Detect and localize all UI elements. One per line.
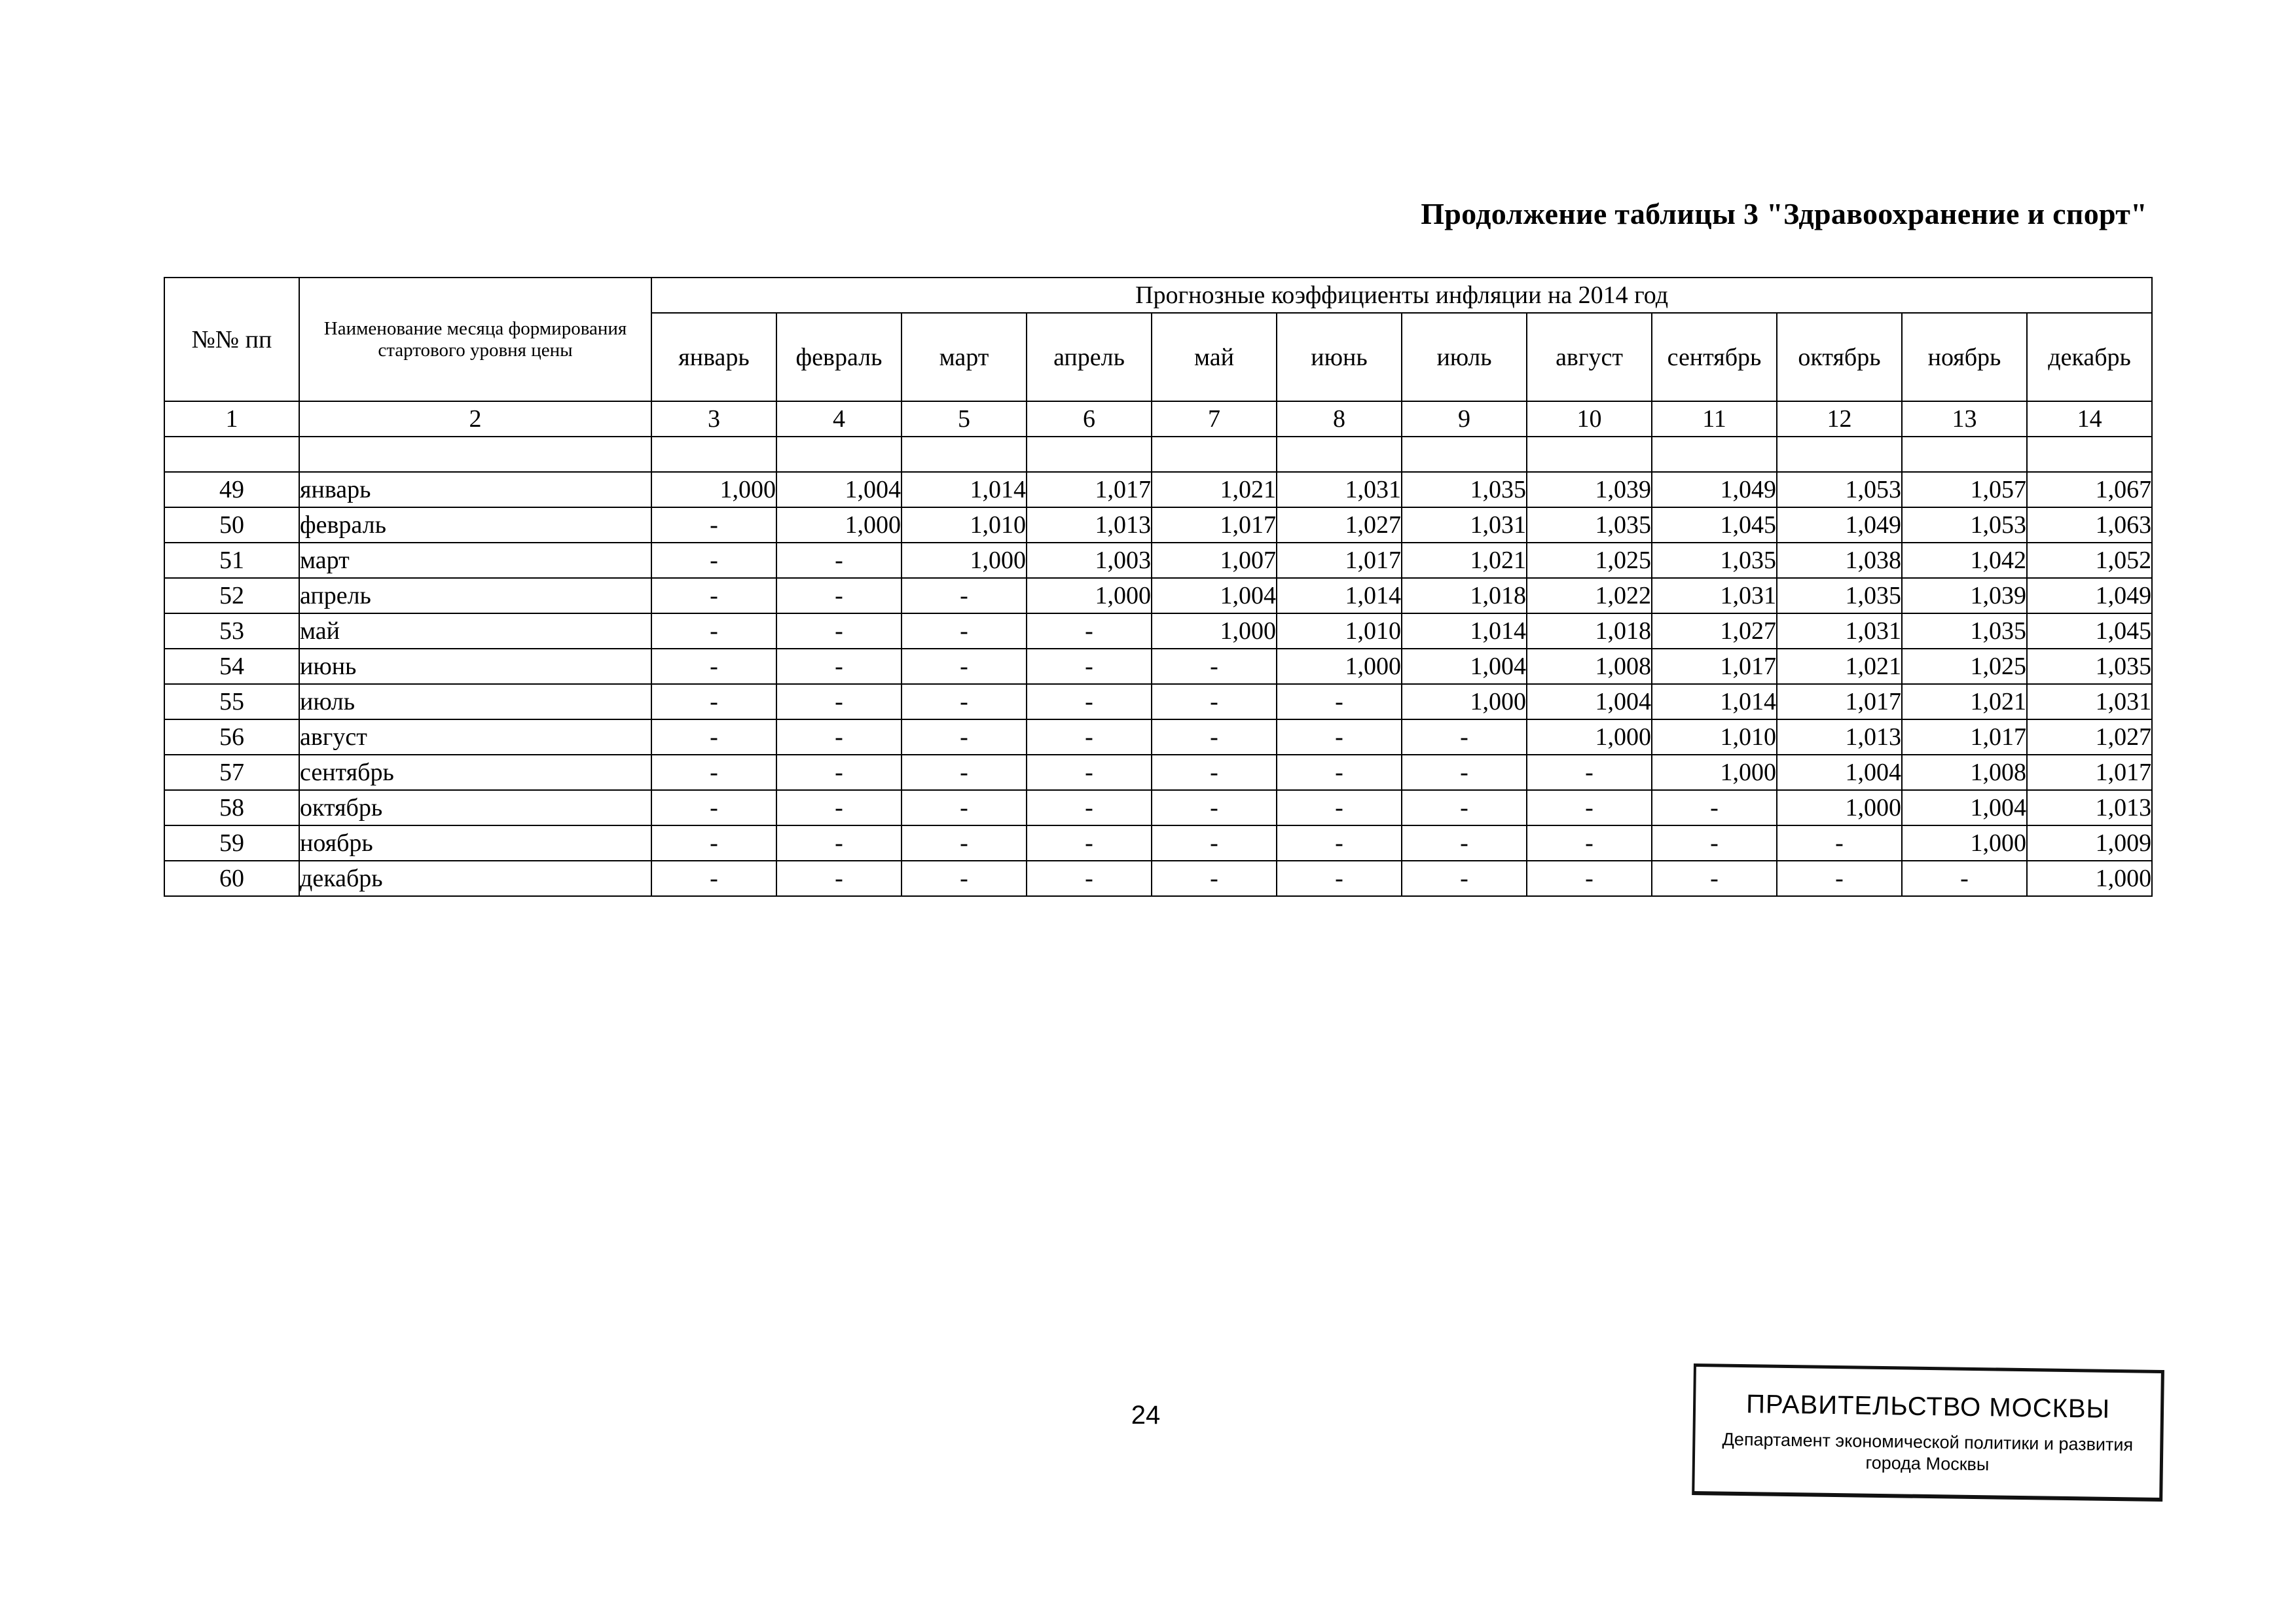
- coefficient-cell: 1,017: [1777, 684, 1902, 719]
- coefficient-cell: -: [1152, 649, 1277, 684]
- row-number: 56: [164, 719, 299, 755]
- row-number: 55: [164, 684, 299, 719]
- coefficient-cell: -: [1402, 790, 1527, 825]
- coefficient-cell: 1,000: [902, 543, 1027, 578]
- coefficient-cell: -: [1027, 649, 1152, 684]
- header-month-11: ноябрь: [1902, 313, 2027, 401]
- coefficient-cell: 1,049: [2027, 578, 2152, 613]
- coefficient-cell: 1,014: [1277, 578, 1402, 613]
- coefficient-cell: -: [1027, 825, 1152, 861]
- coefficient-cell: -: [1277, 790, 1402, 825]
- coefficient-cell: -: [651, 543, 776, 578]
- year-empty-cell: [1152, 437, 1277, 472]
- government-stamp: [1692, 1363, 2164, 1502]
- coefficient-cell: -: [902, 861, 1027, 896]
- coefficient-cell: -: [651, 790, 776, 825]
- column-number-3: 3: [651, 401, 776, 437]
- coefficient-cell: -: [651, 578, 776, 613]
- coefficient-cell: -: [1652, 790, 1777, 825]
- coefficient-cell: 1,017: [1652, 649, 1777, 684]
- coefficient-cell: -: [1277, 684, 1402, 719]
- coefficient-cell: 1,031: [2027, 684, 2152, 719]
- year-empty-cell: [776, 437, 902, 472]
- header-month-9: сентябрь: [1652, 313, 1777, 401]
- header-month-4: апрель: [1027, 313, 1152, 401]
- coefficient-cell: -: [902, 578, 1027, 613]
- coefficient-cell: -: [1027, 755, 1152, 790]
- coefficient-cell: -: [776, 861, 902, 896]
- row-month: декабрь: [299, 861, 651, 896]
- coefficient-cell: -: [776, 719, 902, 755]
- coefficient-cell: -: [776, 790, 902, 825]
- coefficient-cell: -: [1152, 755, 1277, 790]
- table-row: [164, 543, 2152, 578]
- coefficient-cell: -: [651, 649, 776, 684]
- coefficient-cell: -: [1527, 861, 1652, 896]
- year-empty-cell: [1777, 437, 1902, 472]
- row-month: май: [299, 613, 651, 649]
- inflation-coefficients-table: [164, 277, 2153, 897]
- coefficient-cell: -: [1777, 861, 1902, 896]
- header-month-5: май: [1152, 313, 1277, 401]
- year-empty-cell: [1527, 437, 1652, 472]
- coefficient-cell: 1,025: [1527, 543, 1652, 578]
- coefficient-cell: -: [776, 649, 902, 684]
- coefficient-cell: -: [1152, 719, 1277, 755]
- coefficient-cell: -: [902, 613, 1027, 649]
- coefficient-cell: -: [776, 613, 902, 649]
- header-forecast-coefficients: Прогнозные коэффициенты инфляции на 2014 год: [651, 278, 2152, 313]
- header-month-2: февраль: [776, 313, 902, 401]
- coefficient-cell: 1,004: [1152, 578, 1277, 613]
- coefficient-cell: 1,008: [1902, 755, 2027, 790]
- column-number-5: 5: [902, 401, 1027, 437]
- row-number: 52: [164, 578, 299, 613]
- coefficient-cell: 1,010: [1277, 613, 1402, 649]
- table-row: [164, 472, 2152, 507]
- table-row: [164, 825, 2152, 861]
- coefficient-cell: -: [1027, 861, 1152, 896]
- coefficient-cell: 1,014: [902, 472, 1027, 507]
- coefficient-cell: 1,031: [1652, 578, 1777, 613]
- coefficient-cell: 1,014: [1402, 613, 1527, 649]
- row-month: март: [299, 543, 651, 578]
- coefficient-cell: -: [1402, 861, 1527, 896]
- table-row: [164, 719, 2152, 755]
- coefficient-cell: 1,035: [1902, 613, 2027, 649]
- coefficient-cell: 1,000: [1152, 613, 1277, 649]
- coefficient-cell: 1,049: [1777, 507, 1902, 543]
- coefficient-cell: -: [776, 578, 902, 613]
- coefficient-cell: 1,027: [1277, 507, 1402, 543]
- column-number-6: 6: [1027, 401, 1152, 437]
- coefficient-cell: -: [1402, 825, 1527, 861]
- coefficient-cell: -: [1277, 755, 1402, 790]
- coefficient-cell: -: [1777, 825, 1902, 861]
- table-row: [164, 790, 2152, 825]
- coefficient-cell: -: [1277, 825, 1402, 861]
- coefficient-cell: 1,027: [1652, 613, 1777, 649]
- coefficient-cell: 1,000: [2027, 861, 2152, 896]
- coefficient-cell: 1,039: [1902, 578, 2027, 613]
- coefficient-cell: 1,000: [1527, 719, 1652, 755]
- column-number-4: 4: [776, 401, 902, 437]
- column-number-12: 12: [1777, 401, 1902, 437]
- coefficient-cell: -: [902, 790, 1027, 825]
- coefficient-cell: 1,039: [1527, 472, 1652, 507]
- row-month: ноябрь: [299, 825, 651, 861]
- year-empty-cell: [902, 437, 1027, 472]
- year-empty-cell: [2027, 437, 2152, 472]
- column-number-2: 2: [299, 401, 651, 437]
- coefficient-cell: 1,052: [2027, 543, 2152, 578]
- column-number-8: 8: [1277, 401, 1402, 437]
- coefficient-cell: 1,018: [1402, 578, 1527, 613]
- coefficient-cell: -: [776, 543, 902, 578]
- coefficient-cell: 1,004: [1902, 790, 2027, 825]
- coefficient-cell: 1,013: [1777, 719, 1902, 755]
- row-number: 59: [164, 825, 299, 861]
- header-month-10: октябрь: [1777, 313, 1902, 401]
- year-empty-cell: [164, 437, 299, 472]
- header-month-12: декабрь: [2027, 313, 2152, 401]
- year-empty-cell: [1652, 437, 1777, 472]
- coefficient-cell: 1,007: [1152, 543, 1277, 578]
- document-title: Продолжение таблицы 3 "Здравоохранение и спорт": [1421, 197, 2147, 230]
- coefficient-cell: -: [902, 719, 1027, 755]
- coefficient-cell: 1,004: [1777, 755, 1902, 790]
- coefficient-cell: 1,053: [1777, 472, 1902, 507]
- coefficient-cell: -: [1527, 825, 1652, 861]
- coefficient-cell: -: [902, 649, 1027, 684]
- coefficient-cell: -: [1527, 755, 1652, 790]
- header-number: №№ пп: [164, 278, 299, 401]
- coefficient-cell: 1,035: [1652, 543, 1777, 578]
- coefficient-cell: 1,021: [1777, 649, 1902, 684]
- coefficient-cell: 1,010: [1652, 719, 1777, 755]
- coefficient-cell: -: [1902, 861, 2027, 896]
- year-row: [164, 437, 2152, 472]
- coefficient-cell: -: [1402, 719, 1527, 755]
- coefficient-cell: 1,053: [1902, 507, 2027, 543]
- year-empty-cell: [1902, 437, 2027, 472]
- row-number: 51: [164, 543, 299, 578]
- coefficient-cell: 1,017: [1027, 472, 1152, 507]
- coefficient-cell: -: [1152, 861, 1277, 896]
- year-empty-cell: [1277, 437, 1402, 472]
- coefficient-cell: 1,049: [1652, 472, 1777, 507]
- row-month: сентябрь: [299, 755, 651, 790]
- coefficient-cell: 1,017: [1152, 507, 1277, 543]
- coefficient-cell: 1,003: [1027, 543, 1152, 578]
- header-month-name: Наименование месяца формирования стартового уровня цены: [299, 278, 651, 401]
- column-number-14: 14: [2027, 401, 2152, 437]
- coefficient-cell: 1,000: [1277, 649, 1402, 684]
- stamp-line3: города Москвы: [1865, 1453, 1990, 1475]
- coefficient-cell: -: [902, 684, 1027, 719]
- row-number: 58: [164, 790, 299, 825]
- coefficient-cell: -: [776, 825, 902, 861]
- coefficient-cell: 1,000: [1902, 825, 2027, 861]
- table-row: [164, 578, 2152, 613]
- coefficient-cell: -: [1027, 684, 1152, 719]
- row-month: июнь: [299, 649, 651, 684]
- stamp-line2: Департамент экономической политики и развития: [1722, 1429, 2134, 1455]
- coefficient-cell: -: [776, 755, 902, 790]
- row-month: октябрь: [299, 790, 651, 825]
- row-number: 49: [164, 472, 299, 507]
- column-number-13: 13: [1902, 401, 2027, 437]
- coefficient-cell: 1,035: [1777, 578, 1902, 613]
- coefficient-cell: -: [651, 719, 776, 755]
- coefficient-cell: -: [651, 825, 776, 861]
- year-label: [299, 437, 651, 472]
- coefficient-cell: 1,014: [1652, 684, 1777, 719]
- table-row: [164, 755, 2152, 790]
- coefficient-cell: -: [1152, 684, 1277, 719]
- row-number: 57: [164, 755, 299, 790]
- coefficient-cell: 1,017: [1902, 719, 2027, 755]
- coefficient-cell: 1,018: [1527, 613, 1652, 649]
- coefficient-cell: -: [1027, 613, 1152, 649]
- coefficient-cell: -: [1152, 825, 1277, 861]
- coefficient-cell: 1,035: [2027, 649, 2152, 684]
- column-number-9: 9: [1402, 401, 1527, 437]
- header-month-3: март: [902, 313, 1027, 401]
- year-empty-cell: [1402, 437, 1527, 472]
- table-row: [164, 507, 2152, 543]
- row-number: 60: [164, 861, 299, 896]
- stamp-line1: ПРАВИТЕЛЬСТВО МОСКВЫ: [1745, 1390, 2111, 1424]
- coefficient-cell: 1,057: [1902, 472, 2027, 507]
- year-empty-cell: [651, 437, 776, 472]
- row-month: июль: [299, 684, 651, 719]
- header-month-8: август: [1527, 313, 1652, 401]
- coefficient-cell: 1,000: [1402, 684, 1527, 719]
- coefficient-cell: -: [1027, 790, 1152, 825]
- coefficient-cell: 1,010: [902, 507, 1027, 543]
- coefficient-cell: -: [1152, 790, 1277, 825]
- row-month: январь: [299, 472, 651, 507]
- coefficient-cell: -: [1527, 790, 1652, 825]
- coefficient-cell: 1,017: [2027, 755, 2152, 790]
- table-row: [164, 684, 2152, 719]
- row-number: 50: [164, 507, 299, 543]
- page-number: 24: [1131, 1401, 1161, 1430]
- row-month: август: [299, 719, 651, 755]
- table-row: [164, 649, 2152, 684]
- row-month: февраль: [299, 507, 651, 543]
- header-month-7: июль: [1402, 313, 1527, 401]
- coefficient-cell: 1,017: [1277, 543, 1402, 578]
- coefficient-cell: 1,004: [776, 472, 902, 507]
- coefficient-cell: 1,004: [1402, 649, 1527, 684]
- coefficient-cell: 1,000: [776, 507, 902, 543]
- coefficient-cell: 1,008: [1527, 649, 1652, 684]
- coefficient-cell: 1,063: [2027, 507, 2152, 543]
- coefficient-cell: 1,021: [1152, 472, 1277, 507]
- coefficient-cell: -: [902, 825, 1027, 861]
- column-number-1: 1: [164, 401, 299, 437]
- coefficient-cell: 1,021: [1402, 543, 1527, 578]
- coefficient-cell: 1,038: [1777, 543, 1902, 578]
- coefficient-cell: 1,000: [1777, 790, 1902, 825]
- coefficient-cell: -: [1652, 861, 1777, 896]
- coefficient-cell: 1,000: [1027, 578, 1152, 613]
- coefficient-cell: -: [651, 613, 776, 649]
- coefficient-cell: 1,045: [2027, 613, 2152, 649]
- coefficient-cell: -: [1277, 719, 1402, 755]
- coefficient-cell: 1,031: [1402, 507, 1527, 543]
- header-month-6: июнь: [1277, 313, 1402, 401]
- coefficient-cell: 1,067: [2027, 472, 2152, 507]
- coefficient-cell: 1,022: [1527, 578, 1652, 613]
- coefficient-cell: 1,045: [1652, 507, 1777, 543]
- coefficient-cell: -: [1277, 861, 1402, 896]
- row-number: 53: [164, 613, 299, 649]
- coefficient-cell: -: [1027, 719, 1152, 755]
- coefficient-cell: -: [1652, 825, 1777, 861]
- coefficient-cell: 1,027: [2027, 719, 2152, 755]
- coefficient-cell: 1,013: [1027, 507, 1152, 543]
- coefficient-cell: 1,021: [1902, 684, 2027, 719]
- year-empty-cell: [1027, 437, 1152, 472]
- coefficient-cell: 1,035: [1402, 472, 1527, 507]
- coefficient-cell: 1,000: [651, 472, 776, 507]
- coefficient-cell: -: [902, 755, 1027, 790]
- coefficient-cell: 1,013: [2027, 790, 2152, 825]
- coefficient-cell: 1,035: [1527, 507, 1652, 543]
- row-number: 54: [164, 649, 299, 684]
- coefficient-cell: 1,000: [1652, 755, 1777, 790]
- header-month-1: январь: [651, 313, 776, 401]
- table-row: [164, 613, 2152, 649]
- column-number-11: 11: [1652, 401, 1777, 437]
- column-number-10: 10: [1527, 401, 1652, 437]
- table-row: [164, 861, 2152, 896]
- coefficient-cell: -: [776, 684, 902, 719]
- column-number-row: [164, 401, 2152, 437]
- column-number-7: 7: [1152, 401, 1277, 437]
- coefficient-cell: -: [651, 507, 776, 543]
- row-month: апрель: [299, 578, 651, 613]
- coefficient-cell: 1,031: [1777, 613, 1902, 649]
- coefficient-cell: -: [651, 755, 776, 790]
- coefficient-cell: 1,004: [1527, 684, 1652, 719]
- coefficient-cell: 1,042: [1902, 543, 2027, 578]
- coefficient-cell: 1,025: [1902, 649, 2027, 684]
- coefficient-cell: 1,031: [1277, 472, 1402, 507]
- coefficient-cell: 1,009: [2027, 825, 2152, 861]
- coefficient-cell: -: [1402, 755, 1527, 790]
- coefficient-cell: -: [651, 684, 776, 719]
- coefficient-cell: -: [651, 861, 776, 896]
